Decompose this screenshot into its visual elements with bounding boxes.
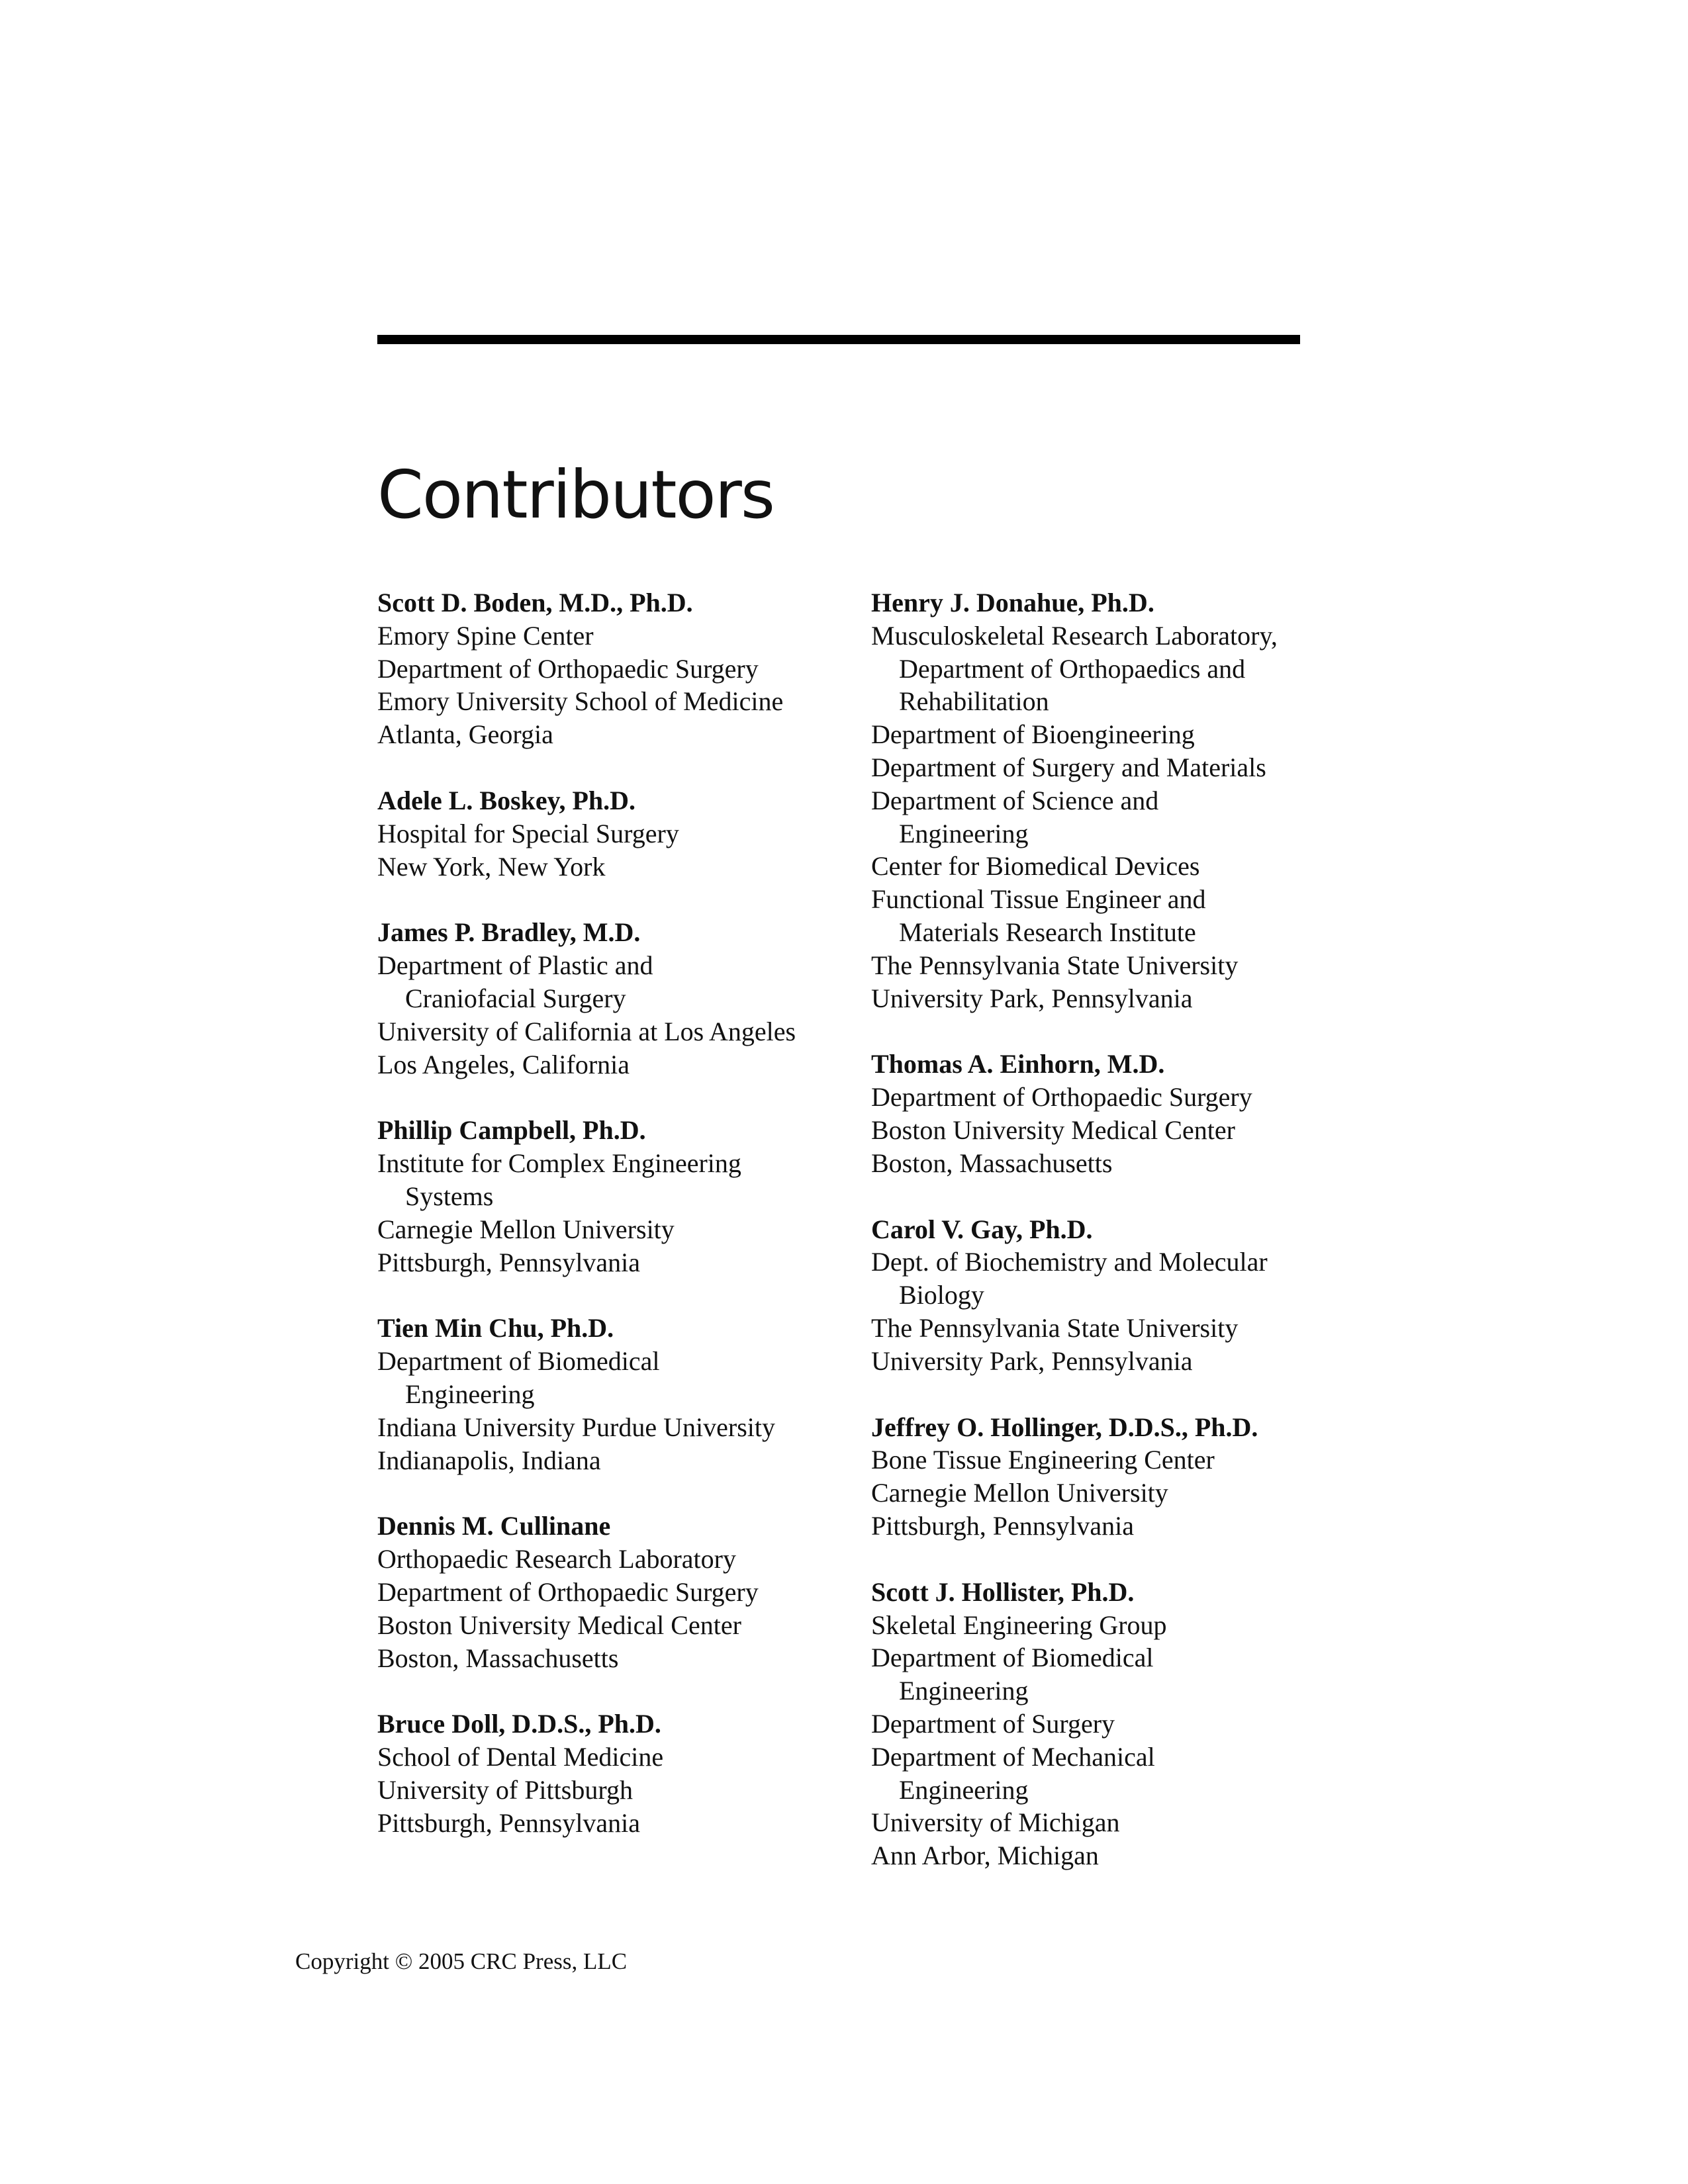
affiliation-line: Boston University Medical Center [871,1115,1235,1145]
contributor-entry [377,1114,841,1279]
contributor-entry [871,1213,1335,1378]
affiliation-line: Ann Arbor, Michigan [871,1841,1099,1871]
contributor-entry [377,784,841,883]
affiliation-line: Emory University School of Medicine [377,686,784,717]
affiliation-line: Carnegie Mellon University [871,1478,1168,1508]
affiliation-line: Pittsburgh, Pennsylvania [377,1807,641,1838]
affiliation-line: Boston, Massachusetts [377,1643,619,1673]
affiliation-line: Institute for Complex Engineering [377,1148,741,1179]
affiliation-line: University of Pittsburgh [377,1774,633,1805]
affiliation-line: Department of Orthopaedic Surgery [377,1576,759,1607]
contributor-name: James P. Bradley, M.D. [377,917,641,948]
page-title: Contributors [377,456,774,533]
affiliation-line: University Park, Pennsylvania [871,983,1193,1013]
affiliation-line: Department of Orthopaedics and [899,653,1246,684]
contributor-name: Adele L. Boskey, Ph.D. [377,785,636,815]
affiliation-line: Biology [899,1280,984,1310]
contributor-entry [377,586,841,751]
affiliation-line: University Park, Pennsylvania [871,1345,1193,1376]
affiliation-line: Engineering [405,1379,535,1409]
affiliation-line: Department of Mechanical [871,1741,1155,1772]
affiliation-line: Dept. of Biochemistry and Molecular [871,1247,1268,1277]
contributor-name: Scott D. Boden, M.D., Ph.D. [377,588,693,617]
contributor-name: Phillip Campbell, Ph.D. [377,1115,646,1146]
affiliation-line: Hospital for Special Surgery [377,818,679,848]
contributor-name: Carol V. Gay, Ph.D. [871,1214,1093,1244]
affiliation-line: School of Dental Medicine [377,1742,664,1772]
contributor-entry [871,586,1335,1015]
affiliation-line: Department of Surgery and Materials [871,752,1266,782]
affiliation-line: Department of Surgery [871,1708,1115,1739]
contributor-name: Scott J. Hollister, Ph.D. [871,1576,1135,1607]
affiliation-line: Engineering [899,818,1029,848]
affiliation-line: Orthopaedic Research Laboratory [377,1544,736,1574]
contributors-column-left [377,586,841,1873]
contributor-entry [377,916,841,1081]
contributor-name: Thomas A. Einhorn, M.D. [871,1049,1165,1079]
affiliation-line: The Pennsylvania State University [871,950,1239,980]
affiliation-line: Pittsburgh, Pennsylvania [871,1510,1135,1541]
contributor-entry [871,1048,1335,1179]
affiliation-line: Engineering [899,1676,1029,1706]
contributor-entry [377,1510,841,1674]
contributor-name: Jeffrey O. Hollinger, D.D.S., Ph.D. [871,1412,1258,1442]
affiliation-line: Boston University Medical Center [377,1610,741,1640]
affiliation-line: Skeletal Engineering Group [871,1610,1167,1640]
affiliation-line: Pittsburgh, Pennsylvania [377,1247,641,1277]
affiliation-line: The Pennsylvania State University [871,1312,1239,1343]
affiliation-line: Department of Biomedical [377,1346,660,1377]
contributor-name: Henry J. Donahue, Ph.D. [871,588,1154,617]
affiliation-line: Department of Biomedical [871,1643,1154,1673]
affiliation-line: Los Angeles, California [377,1049,630,1079]
affiliation-line: New York, New York [377,851,606,882]
affiliation-line: Atlanta, Georgia [377,719,553,750]
contributor-name: Bruce Doll, D.D.S., Ph.D. [377,1709,661,1739]
contributor-name: Tien Min Chu, Ph.D. [377,1313,614,1343]
affiliation-line: Craniofacial Surgery [405,983,626,1013]
affiliation-line: Engineering [899,1774,1029,1805]
affiliation-line: Boston, Massachusetts [871,1148,1113,1178]
affiliation-line: Indianapolis, Indiana [377,1445,601,1475]
affiliation-line: Department of Orthopaedic Surgery [377,653,759,684]
contributor-entry [377,1312,841,1477]
contributor-entry [871,1576,1335,1872]
top-rule [377,335,1300,344]
affiliation-line: Emory Spine Center [377,620,594,651]
affiliation-line: Indiana University Purdue University [377,1412,775,1442]
affiliation-line: Functional Tissue Engineer and [871,884,1206,915]
contributors-column-right [871,586,1335,1905]
affiliation-line: Bone Tissue Engineering Center [871,1445,1215,1475]
affiliation-line: Materials Research Institute [899,917,1196,947]
contributor-entry [871,1411,1335,1543]
affiliation-line: Rehabilitation [899,686,1049,717]
affiliation-line: Department of Orthopaedic Surgery [871,1082,1252,1113]
copyright-footer: Copyright © 2005 CRC Press, LLC [295,1948,628,1974]
contributor-name: Dennis M. Cullinane [377,1511,611,1541]
affiliation-line: Center for Biomedical Devices [871,851,1200,882]
affiliation-line: University of Michigan [871,1807,1120,1838]
affiliation-line: Musculoskeletal Research Laboratory, [871,620,1278,651]
affiliation-line: Carnegie Mellon University [377,1214,675,1244]
affiliation-line: Systems [405,1181,494,1211]
affiliation-line: Department of Science and [871,785,1159,815]
affiliation-line: University of California at Los Angeles [377,1016,796,1046]
contributor-entry [377,1707,841,1839]
affiliation-line: Department of Plastic and [377,950,653,981]
affiliation-line: Department of Bioengineering [871,719,1195,750]
